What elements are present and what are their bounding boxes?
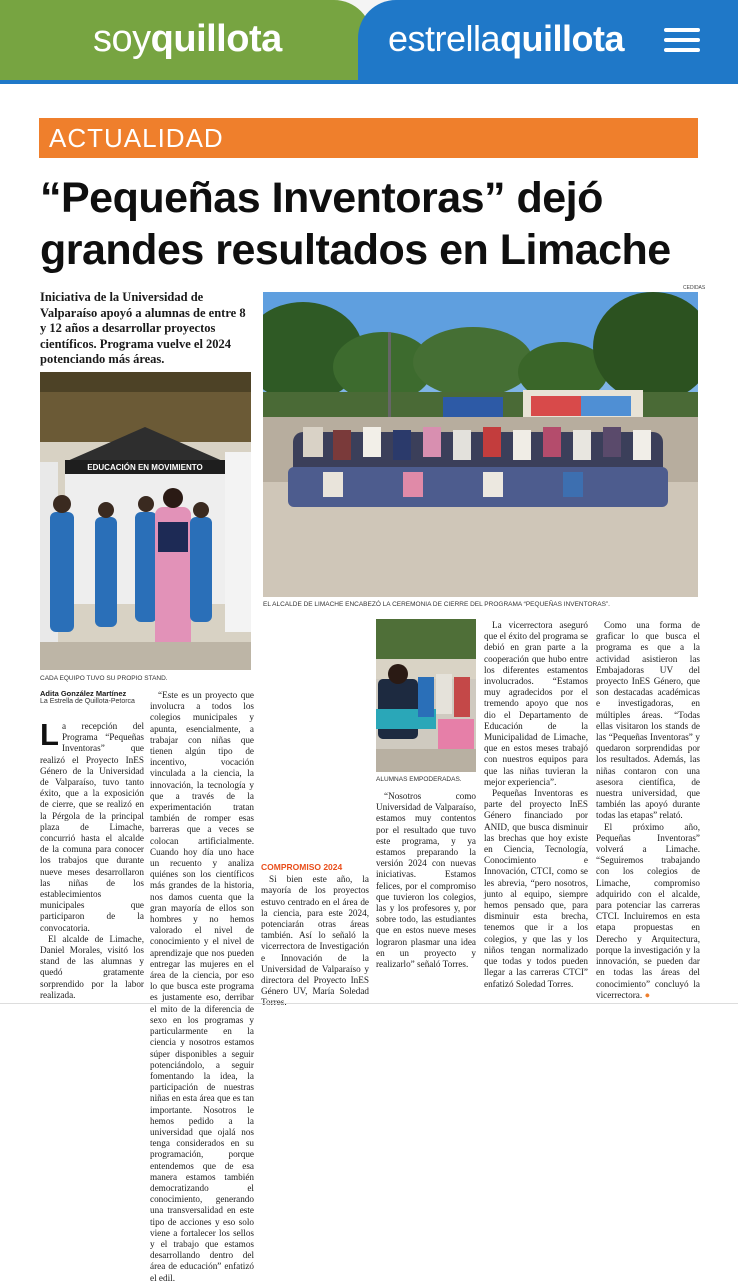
end-mark: ● — [644, 989, 651, 1000]
body-paragraph: “Nosotros como Universidad de Valparaíso, estamos muy contentos por el resultado que tuvo este programa, y ya estamos preparando la versión 2024 con nuevas iniciativas. Estamos felices, por el compromiso que tuvieron los colegios, las y los profesores y, por sobre todo, las estudiantes que en estos nueve meses lograron plasmar una idea en un proyecto y realizarlo” señaló Torres. — [376, 791, 476, 970]
body-paragraph: El alcalde de Limache, Daniel Morales, visitó los stand de las alumnas y quedó gratamente sorprendido por la labor realizada. — [40, 933, 144, 1000]
body-paragraph: La vicerrectora aseguró que el éxito del programa se debió en gran parte a la cooperación que hubo entre los diferentes estamentos involucrados. “Estamos muy agradecidos por el tremendo apoyo que nos dio el Departamento de Educación de la Municipalidad de Limache, que en estos meses trabajó con nuestros equipos para que las niñas tuvieran la mejor experiencia”. — [484, 620, 588, 787]
section-banner — [39, 118, 698, 158]
body-paragraph: “Este es un proyecto que involucra a todos los colegios municipales y apunta, esencialmente, a trabajar con niñas que tienen algún tipo de incentivo, vocación vinculada a la ciencia, la innovación, la tecnología y que a través de la experimentación tratan también de romper esas barreras que a veces se colocan artificialmente. Cuando hoy día uno hace un recuento y analiza quiénes son los científicos más grandes de la historia, nos damos cuenta que la gran mayoría de ellos son hombres y no hemos valorado el nivel de conocimiento y el nivel de aprendizaje que nos pueden entregar las mujeres en el área de la ciencia, por eso lo que busca este programa es justamente eso, derribar el mito de la diferencia de sexo en los programas y particularmente en la ciencia y nosotros estamos súper disponibles a seguir potenciándolo, a seguir fomentando la idea, la participación de nuestras niñas en esta área que es tan importante. Nosotros le hemos pedido a la universidad que ojalá nos tenga considerados en su programación, porque entendemos que de esa manera estamos también democratizando el conocimiento, generando una transversalidad en este tipo de acciones y eso solo viene a fortalecer los sellos y el trabajo que estamos desarrollando dentro del área de educación” enfatizó el edil. — [150, 690, 254, 1283]
body-paragraph: Como una forma de graficar lo que busca el programa es que a la actividad asistieron las Embajadoras UV del proyecto InES Género, que son destacadas académicas e investigadoras, en múltiples áreas. “Todas ellas visitaron los stands de las “Pequeñas Inventoras” y quedaron sorprendidas por los resultados. Además, las niñas contaron con una asesora científica, de nuestra universidad, que también las apoyó durante todas las etapas” relató. — [596, 620, 700, 821]
article-headline: “Pequeñas Inventoras” dejó grandes resultados en Limache — [40, 174, 671, 274]
main-photo-caption: EL ALCALDE DE LIMACHE ENCABEZÓ LA CEREMONIA DE CIERRE DEL PROGRAMA “PEQUEÑAS INVENTORAS”. — [263, 601, 610, 608]
photo-credit: CEDIDAS — [683, 285, 706, 291]
article-lead: Iniciativa de la Universidad de Valparaíso apoyó a alumnas de entre 8 y 12 años a desarrollar proyectos científicos. Programa vuelve el 2024 potenciando más áreas. — [40, 290, 246, 366]
body-column-5 — [484, 620, 588, 990]
subhead: COMPROMISO 2024 — [261, 862, 343, 872]
section-label: ACTUALIDAD — [49, 123, 224, 153]
small-photo-caption: ALUMNAS EMPODERADAS. — [376, 776, 462, 783]
drop-cap: L — [40, 717, 59, 752]
hamburger-menu-icon[interactable] — [664, 28, 700, 54]
group-photo — [263, 292, 698, 597]
estrellaquillota-logo: estrellaquillota — [388, 18, 625, 59]
soyquillota-logo: soyquillota — [93, 18, 282, 60]
body-paragraph: El próximo año, Pequeñas Inventoras” volverá a Limache. “Seguiremos trabajando con los colegios de Limache, compromiso adquirido con el alcalde, para potenciar las carreras CTCI. Incluiremos en esta etapa propuestas en Derecho y Arquitectura, porque la investigación y la innovación, se pueden dar en todas las áreas del conocimiento” concluyó la vicerrectora. ● — [596, 821, 700, 1000]
body-column-3 — [261, 620, 369, 1009]
soyquillota-tab[interactable] — [0, 0, 372, 80]
body-paragraph: Pequeñas Inventoras es parte del proyecto InES Género financiado por ANID, que busca disminuir las brechas que hoy existe en Ciencia, Tecnología, Conocimiento e Innovación, CTCI, como se les abrevia, “pero nosotros, junto al equipo, siempre hemos pensado que, para disminuir esta brecha, tenemos que ir a los colegios, y que las y los niños tengan normalizado que todas y todos pueden llegar a las carreras CTCI” enfatizó Soledad Torres. — [484, 788, 588, 989]
body-column-1: La recepción del Programa “Pequeñas Inventoras” que realizó el Proyecto InES Género de la Universidad de Valparaíso, tuvo tanto éxito, que a la exposición de cierre, que se realizó en la Pérgola de la principal plaza de Limache, concurrió hasta el alcalde de la comuna para conocer los trabajos que durante nueve meses desarrollaron las niñas de los establecimientos municipales que participaron de la convocatoria. El alcalde de Limache, Daniel Morales, visitó los stand de las alumnas y quedó gratamente sorprendido por la labor realizada. — [40, 717, 144, 1000]
body-paragraph: Si bien este año, la mayoría de los proyectos estuvo centrado en el área de la ciencia, para este 2024, potenciarán otras áreas también. Así lo señaló la vicerrectora de Investigación e Innovación de la Universidad de Valparaíso y directora del Proyecto InES Género UV, María Soledad — [261, 874, 369, 997]
site-header — [0, 0, 738, 84]
left-photo-caption: CADA EQUIPO TUVO SU PROPIO STAND. — [40, 675, 168, 682]
students-photo — [376, 619, 476, 772]
svg-text:EDUCACIÓN EN MOVIMIENTO: EDUCACIÓN EN MOVIMIENTO — [87, 463, 203, 472]
header-divider — [0, 80, 738, 84]
byline-author: Adita González Martínez — [40, 689, 127, 698]
body-column-2 — [150, 690, 254, 1284]
stand-photo — [40, 372, 251, 670]
footer-divider — [0, 1003, 738, 1004]
byline-source: La Estrella de Quillota-Petorca — [40, 698, 135, 705]
body-column-6 — [596, 620, 700, 1001]
body-column-4 — [376, 791, 476, 970]
